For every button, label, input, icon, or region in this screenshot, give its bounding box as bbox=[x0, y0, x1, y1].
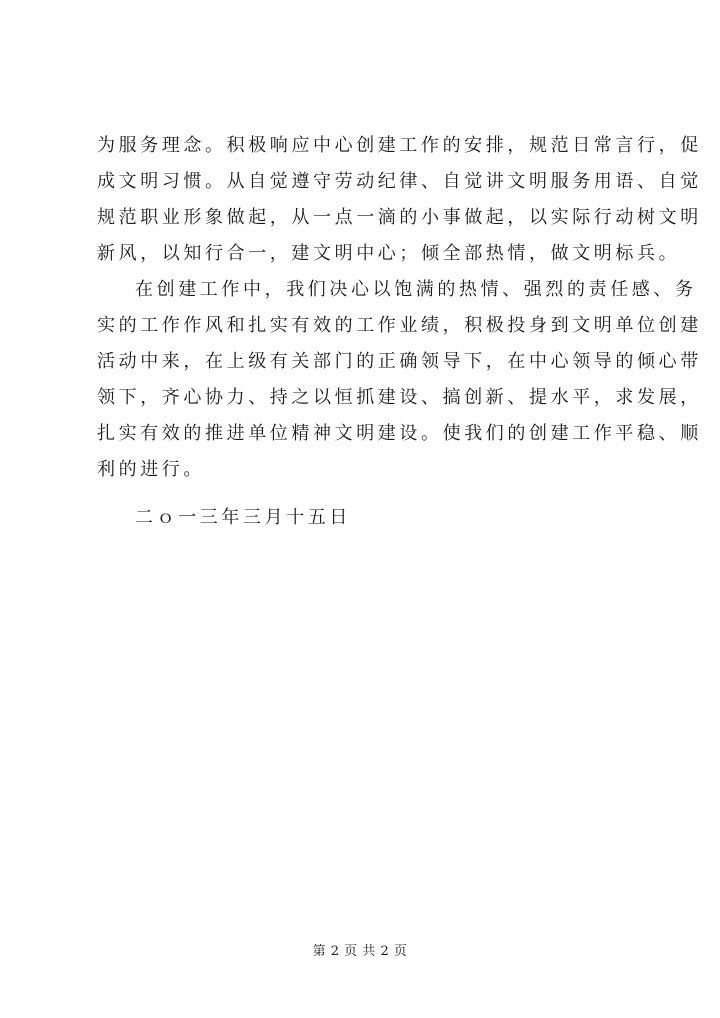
page-footer: 第 2 页 共 2 页 bbox=[312, 944, 408, 959]
paragraph-line: 利的进行。 bbox=[97, 459, 205, 480]
paragraph-line: 活动中来，在上级有关部门的正确领导下，在中心领导的倾心带 bbox=[97, 351, 702, 372]
paragraph-line: 扎实有效的推进单位精神文明建设。使我们的创建工作平稳、顺 bbox=[97, 423, 702, 444]
paragraph-1 bbox=[97, 128, 702, 272]
paragraph-line: 为服务理念。积极响应中心创建工作的安排，规范日常言行，促 bbox=[97, 135, 702, 156]
paragraph-line: 实的工作作风和扎实有效的工作业绩，积极投身到文明单位创建 bbox=[97, 315, 702, 336]
document-body bbox=[97, 128, 702, 488]
paragraph-line: 在创建工作中，我们决心以饱满的热情、强烈的责任感、务 bbox=[135, 279, 697, 300]
document-date: 二ｏ一三年三月十五日 bbox=[135, 507, 351, 528]
paragraph-line: 新风，以知行合一，建文明中心；倾全部热情，做文明标兵。 bbox=[97, 243, 681, 264]
paragraph-line: 成文明习惯。从自觉遵守劳动纪律、自觉讲文明服务用语、自觉 bbox=[97, 171, 702, 192]
paragraph-2 bbox=[97, 272, 702, 488]
paragraph-line: 领下，齐心协力、持之以恒抓建设、搞创新、提水平，求发展， bbox=[97, 387, 702, 408]
paragraph-line: 规范职业形象做起，从一点一滴的小事做起，以实际行动树文明 bbox=[97, 207, 702, 228]
